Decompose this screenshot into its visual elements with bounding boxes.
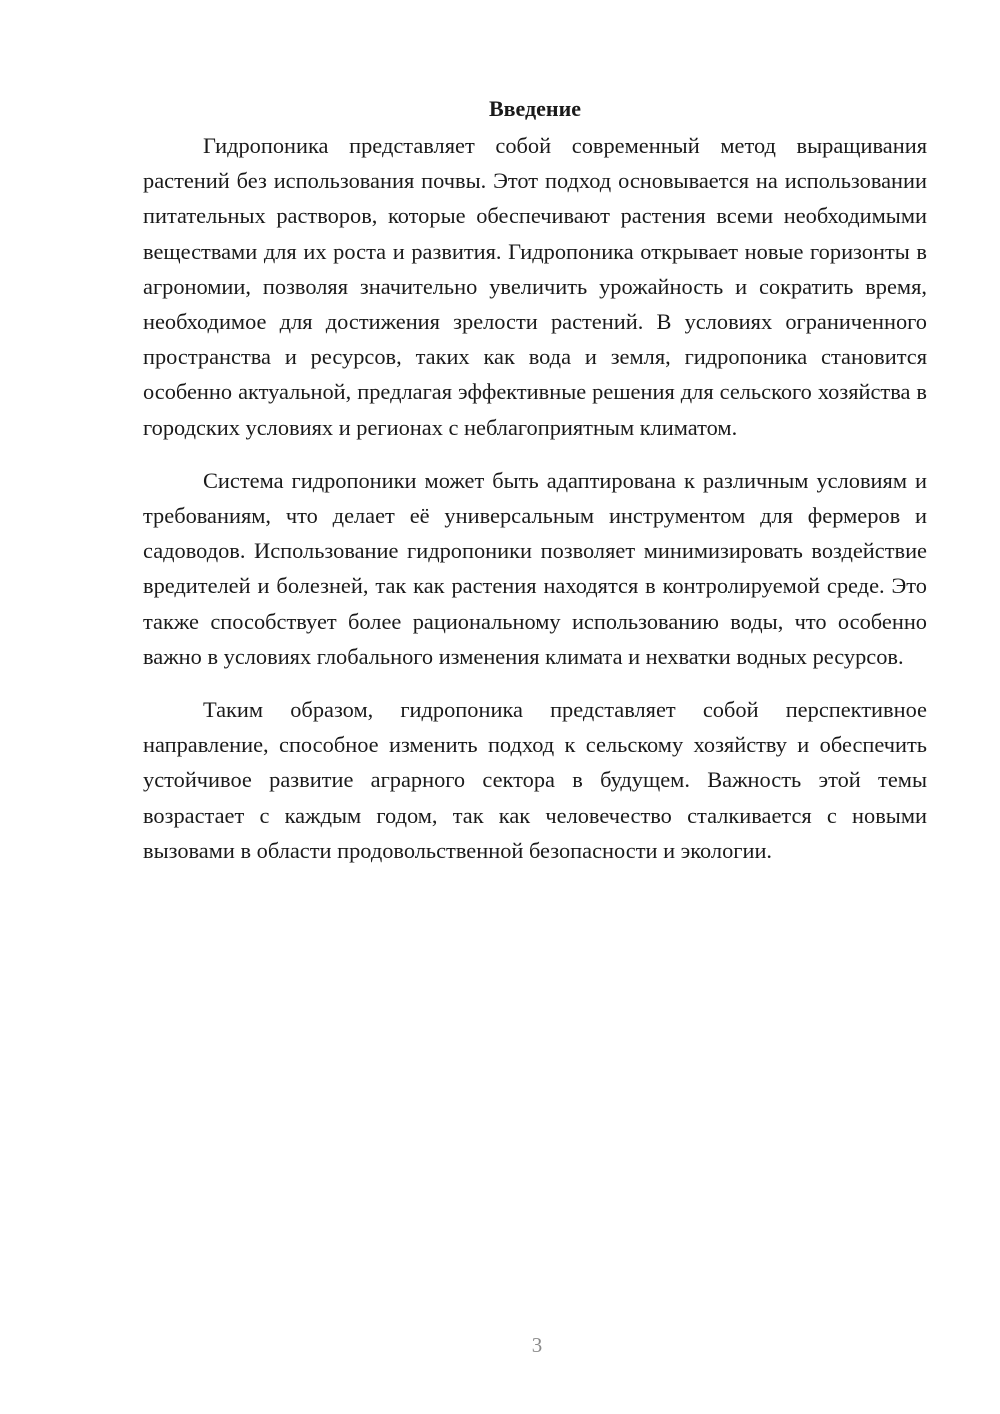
paragraph-2: Система гидропоники может быть адаптирована к различным условиям и требованиям, что делает её универсальным инструментом для фермеров и садоводов. Использование гидропоники позволяет минимизировать воздействие вредителей и болезней, так как растения находятся в контролируемой среде. Это также способствует более рациональному использованию воды, что особенно важно в условиях глобального изменения климата и нехватки водных ресурсов.	[143, 467, 927, 669]
section-title: Введение	[488, 96, 582, 121]
page-number: 3	[531, 1333, 543, 1357]
paragraph-1: Гидропоника представляет собой современный метод выращивания растений без использования почвы. Этот подход основывается на использовании питательных растворов, которые обеспечивают растения всеми необходимыми веществами для их роста и развития. Гидропоника открывает новые горизонты в агрономии, позволяя значительно увеличить урожайность и сократить время, необходимое для достижения зрелости растений. В условиях ограниченного пространства и ресурсов, таких как вода и земля, гидропоника становится особенно актуальной, предлагая эффективные решения для сельского хозяйства в городских условиях и регионах с неблагоприятным климатом.	[143, 133, 927, 440]
document-body	[143, 92, 927, 886]
paragraph-3: Таким образом, гидропоника представляет собой перспективное направление, способное изменить подход к сельскому хозяйству и обеспечить устойчивое развитие аграрного сектора в будущем. Важность этой темы возрастает с каждым годом, так как человечество сталкивается с новыми вызовами в области продовольственной безопасности и экологии.	[143, 697, 927, 863]
